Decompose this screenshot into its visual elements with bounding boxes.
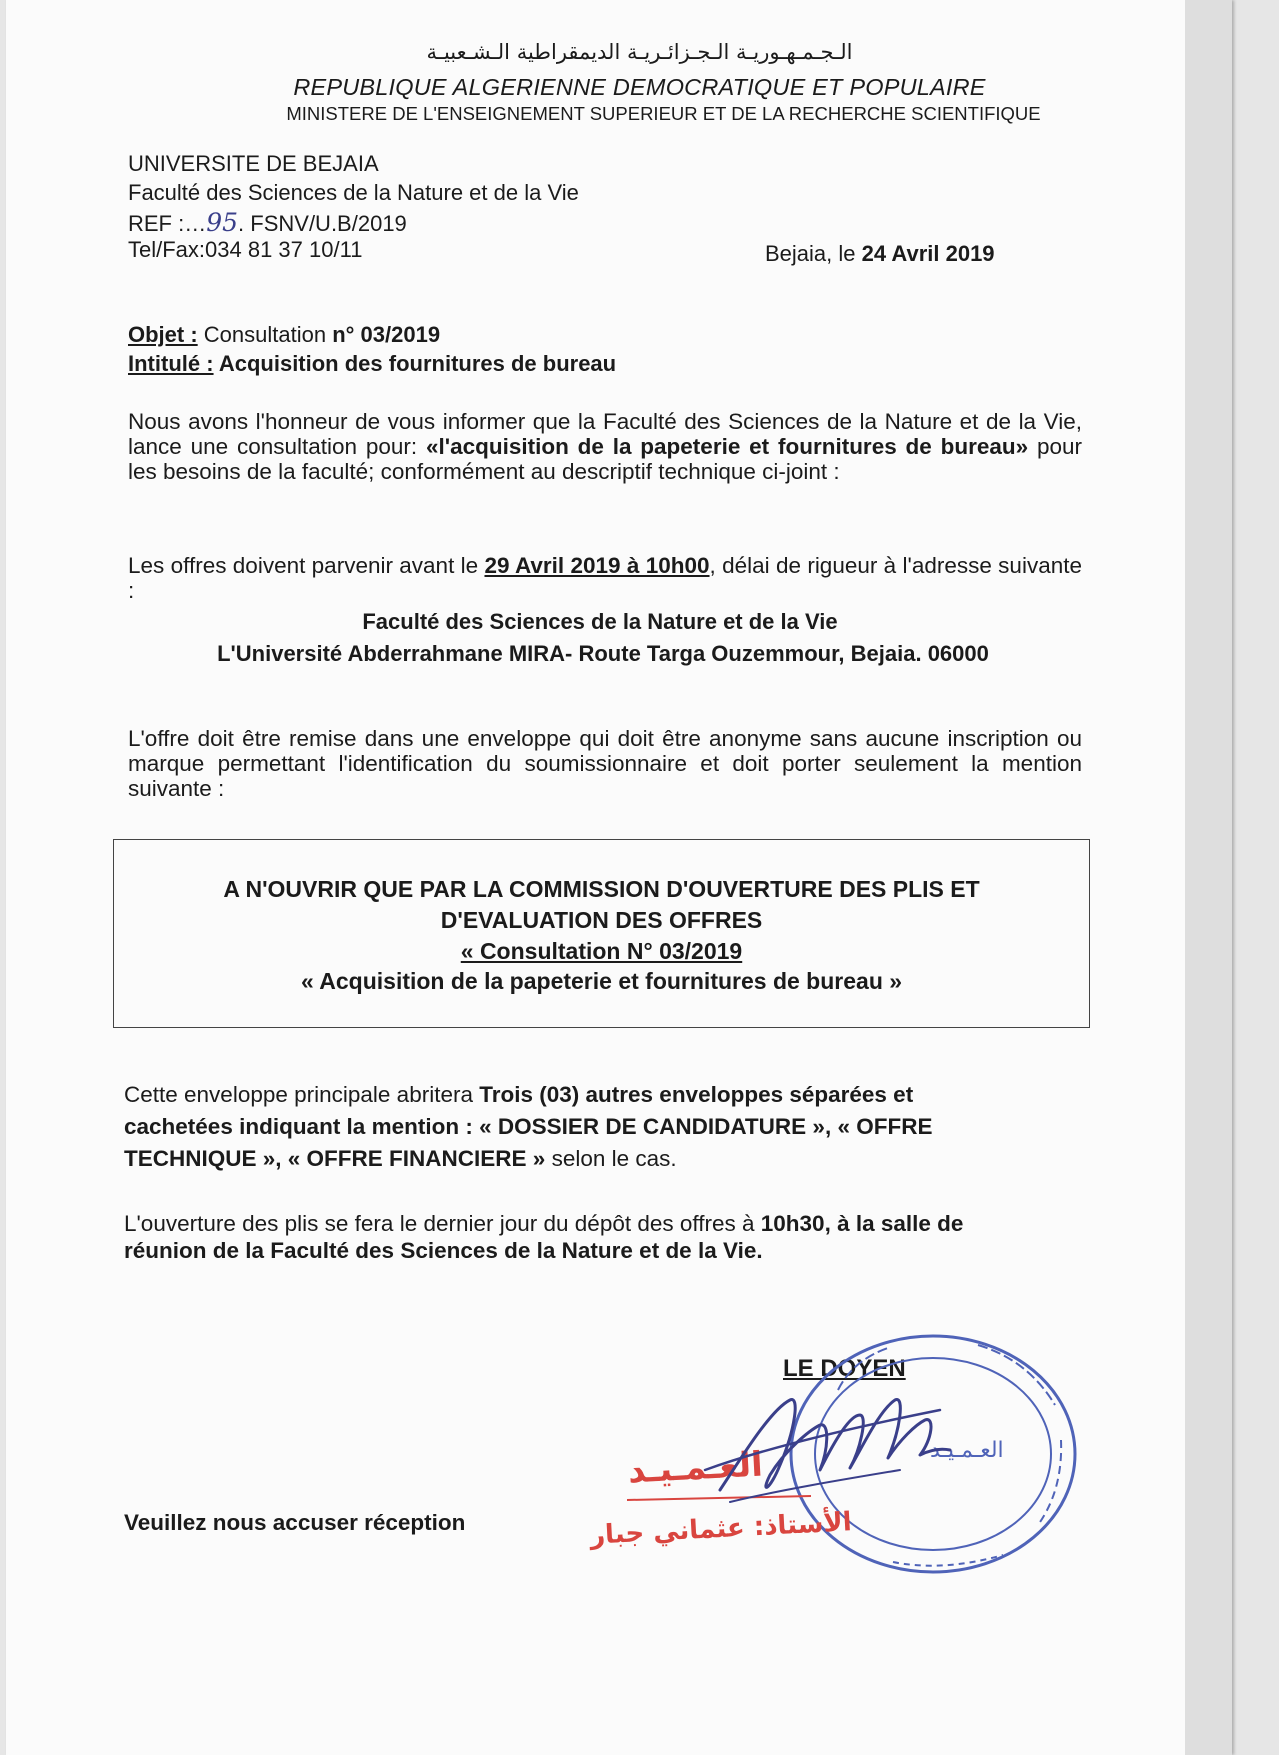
envelopes-line-1-bold: Trois (03) autres enveloppes séparées et <box>479 1082 914 1107</box>
p2-end: , délai de rigueur à l'adresse suivante : <box>128 553 1082 603</box>
acknowledge-request: Veuillez nous accuser réception <box>124 1510 466 1535</box>
envelopes-line-1 <box>124 1082 913 1108</box>
opening-line-2: réunion de la Faculté des Sciences de la Nature et de la Vie. <box>124 1238 763 1263</box>
mention-line-3 <box>114 938 1089 965</box>
faculty-name: Faculté des Sciences de la Nature et de la Vie <box>128 180 579 205</box>
reference-number: 95 <box>206 208 239 237</box>
ministry-heading: MINISTERE DE L'ENSEIGNEMENT SUPERIEUR ET DE LA RECHERCHE SCIENTIFIQUE <box>286 103 1041 124</box>
envelopes-line-3-end: selon le cas. <box>545 1146 677 1171</box>
opening-line-1-bold: 10h30, à la salle de <box>760 1211 964 1236</box>
p2-start: Les offres doivent parvenir avant le <box>128 553 485 578</box>
intitule-text: Acquisition des fournitures de bureau <box>213 351 617 376</box>
paragraph-deadline <box>128 553 1082 603</box>
p2-deadline: 29 Avril 2019 à 10h00 <box>484 553 710 578</box>
arabic-republic-heading: الـجـمـهـوريـة الـجـزائـريـة الديمقراطية الـشـعبيـة <box>426 40 853 64</box>
envelopes-line-3 <box>124 1146 677 1172</box>
blue-stamp-title: العـمـيـد <box>930 1438 1004 1463</box>
p1-start: Nous avons l'honneur de vous informer que la Faculté des Sciences de la Nature et de la Vie, lance une consultation pour: <box>128 409 1082 459</box>
red-stamp-name: الأستاذ: عثماني جبار <box>589 1507 853 1551</box>
date-line <box>765 241 995 267</box>
opening-line-1 <box>124 1211 963 1237</box>
handwritten-signature <box>700 1370 960 1510</box>
signatory-title: LE DOYEN <box>783 1355 906 1382</box>
address-line-1: Faculté des Sciences de la Nature et de la Vie <box>362 609 838 634</box>
paragraph-envelope <box>128 726 1082 801</box>
envelopes-line-2: cachetées indiquant la mention : « DOSSIER DE CANDIDATURE », « OFFRE <box>124 1114 933 1139</box>
envelopes-line-1-start: Cette enveloppe principale abritera <box>124 1082 480 1107</box>
republic-heading: REPUBLIQUE ALGERIENNE DEMOCRATIQUE ET POPULAIRE <box>293 74 986 100</box>
red-stamp-title: العـمـيـد <box>627 1444 764 1492</box>
mention-line-4: « Acquisition de la papeterie et fournitures de bureau » <box>300 968 903 994</box>
p3-text: L'offre doit être remise dans une enveloppe qui doit être anonyme sans aucune inscription ou marque permettant l'identification du soumissionnaire et doit porter seulement la mention suivante : <box>128 726 1082 801</box>
intitule-label: Intitulé : <box>128 351 214 376</box>
p1-end: pour les besoins de la faculté; conformément au descriptif technique ci-joint : <box>128 434 1082 484</box>
address-line-2: L'Université Abderrahmane MIRA- Route Targa Ouzemmour, Bejaia. 06000 <box>217 641 989 666</box>
date-place: Bejaia, le <box>765 241 862 266</box>
telfax-line: Tel/Fax:034 81 37 10/11 <box>128 237 363 262</box>
intitule-line <box>128 351 616 377</box>
mention-consultation: « Consultation N° 03/2019 <box>460 938 743 964</box>
paragraph-consultation <box>128 409 1082 484</box>
mention-box <box>113 839 1090 1028</box>
reference-suffix: . FSNV/U.B/2019 <box>238 211 407 236</box>
opening-line-1-start: L'ouverture des plis se fera le dernier jour du dépôt des offres à <box>124 1211 761 1236</box>
envelopes-line-3-bold: TECHNIQUE », « OFFRE FINANCIERE » <box>124 1146 546 1171</box>
p1-bold: «l'acquisition de la papeterie et fournitures de bureau» <box>425 434 1029 459</box>
university-name: UNIVERSITE DE BEJAIA <box>128 151 379 176</box>
objet-line <box>128 322 440 348</box>
reference-line <box>128 208 407 237</box>
page-edge <box>1185 0 1232 1755</box>
mention-line-1: A N'OUVRIR QUE PAR LA COMMISSION D'OUVERTURE DES PLIS ET <box>223 876 980 902</box>
objet-number: n° 03/2019 <box>332 322 441 347</box>
date-value: 24 Avril 2019 <box>861 241 995 266</box>
objet-label: Objet : <box>128 322 198 347</box>
reference-prefix: REF :… <box>128 211 207 236</box>
mention-line-2: D'EVALUATION DES OFFRES <box>440 907 763 933</box>
objet-text: Consultation <box>197 322 333 347</box>
